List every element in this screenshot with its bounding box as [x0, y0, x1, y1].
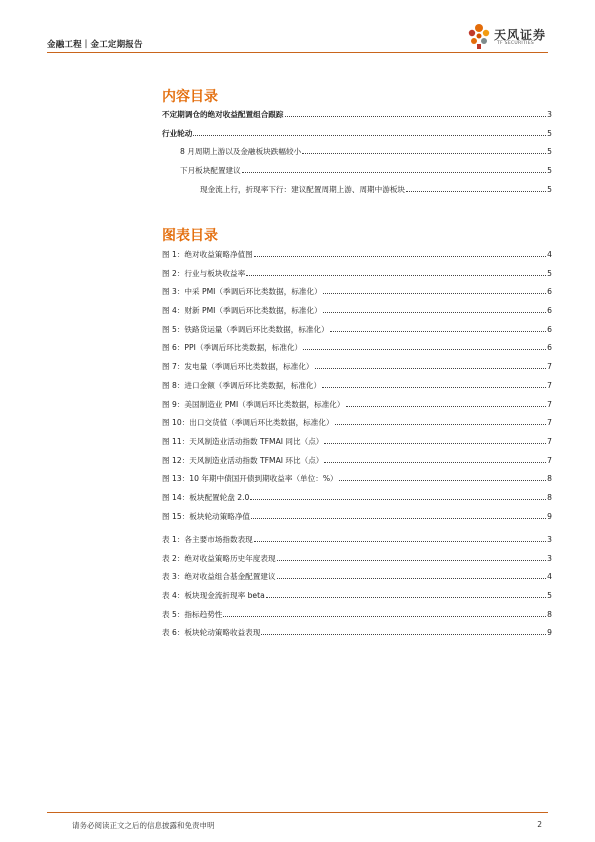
figure-entry[interactable] — [162, 286, 552, 305]
figure-entry-page: 8 — [547, 492, 552, 502]
contents-entry-page: 3 — [547, 110, 552, 119]
tables-list — [162, 534, 552, 646]
dot-leader — [335, 424, 547, 425]
figure-entry[interactable] — [162, 399, 552, 418]
dot-leader — [242, 172, 546, 173]
figures-title: 图表目录 — [162, 228, 218, 244]
figure-entry-page: 7 — [547, 418, 552, 428]
table-entry[interactable] — [162, 627, 552, 646]
table-entry-page: 3 — [547, 553, 552, 563]
figure-entry[interactable] — [162, 268, 552, 287]
table-entry[interactable] — [162, 553, 552, 572]
dot-leader — [315, 368, 547, 369]
figure-entry-page: 7 — [547, 436, 552, 446]
dot-leader — [223, 616, 546, 617]
figure-entry-title: 图 14：板块配置轮盘 2.0 — [162, 492, 250, 502]
figure-entry[interactable] — [162, 342, 552, 361]
table-entry-page: 4 — [547, 572, 552, 582]
table-entry-title: 表 2：绝对收益策略历史年度表现 — [162, 553, 276, 563]
figures-list — [162, 249, 552, 529]
figure-entry-title: 图 4：财新 PMI（季调后环比类数据，标准化） — [162, 306, 322, 316]
figure-entry-title: 图 8：进口金额（季调后环比类数据，标准化） — [162, 380, 322, 390]
figure-entry[interactable] — [162, 492, 552, 511]
dot-leader — [246, 275, 546, 276]
logo-text-cn: 天风证券 — [494, 28, 547, 42]
figure-entry-title: 图 6：PPI（季调后环比类数据，标准化） — [162, 343, 303, 353]
contents-entry[interactable] — [162, 146, 552, 165]
figure-entry-page: 5 — [547, 268, 552, 278]
header-rule — [47, 52, 548, 53]
dot-leader — [330, 331, 546, 332]
table-entry-page: 5 — [547, 591, 552, 601]
figure-entry[interactable] — [162, 417, 552, 436]
figure-entry-title: 图 3：中采 PMI（季调后环比类数据，标准化） — [162, 287, 322, 297]
contents-entry-page: 5 — [547, 128, 552, 138]
figure-entry-title: 图 15：板块轮动策略净值 — [162, 511, 251, 521]
table-entry-title: 表 1：各主要市场指数表现 — [162, 535, 253, 544]
table-entry[interactable] — [162, 590, 552, 609]
table-entry-title: 表 5：指标趋势性 — [162, 609, 223, 619]
figure-entry[interactable] — [162, 436, 552, 455]
figure-entry-page: 9 — [547, 511, 552, 521]
figure-entry-page: 7 — [547, 455, 552, 465]
figure-entry-page: 6 — [547, 287, 552, 297]
dot-leader — [303, 349, 546, 350]
figure-entry-title: 图 12：天风制造业活动指数 TFMAI 环比（点） — [162, 455, 324, 465]
table-entry-title: 表 3：绝对收益组合基金配置建议 — [162, 572, 276, 582]
figure-entry[interactable] — [162, 249, 552, 268]
figure-entry-page: 8 — [547, 474, 552, 484]
contents-entry[interactable] — [162, 128, 552, 147]
figure-entry-page: 6 — [547, 324, 552, 334]
table-entry[interactable] — [162, 609, 552, 628]
contents-entry-title: 行业轮动 — [162, 128, 193, 138]
figure-entry-title: 图 11：天风制造业活动指数 TFMAI 同比（点） — [162, 436, 324, 446]
contents-entry-title: 下月板块配置建议 — [180, 166, 241, 176]
figure-entry-title: 图 7：发电量（季调后环比类数据，标准化） — [162, 362, 314, 372]
logo-text-en: TF SECURITIES — [497, 41, 535, 46]
dot-leader — [254, 256, 546, 257]
figure-entry[interactable] — [162, 455, 552, 474]
table-entry-title: 表 4：板块现金流折现率 beta — [162, 591, 265, 601]
figure-entry-title: 图 5：铁路货运量（季调后环比类数据，标准化） — [162, 324, 329, 334]
dot-leader — [266, 597, 546, 598]
contents-entry-page: 5 — [547, 147, 552, 157]
table-entry-page: 3 — [547, 535, 552, 544]
figure-entry[interactable] — [162, 511, 552, 530]
footer-rule — [47, 812, 548, 813]
figure-entry-title: 图 1：绝对收益策略净值图 — [162, 250, 253, 259]
table-entry-page: 8 — [547, 609, 552, 619]
figure-entry[interactable] — [162, 473, 552, 492]
contents-entry-title: 8 月周期上游以及金融板块跌幅较小 — [180, 147, 302, 157]
dot-leader — [302, 153, 546, 154]
contents-title: 内容目录 — [162, 89, 218, 105]
dot-leader — [193, 135, 546, 136]
dot-leader — [323, 293, 546, 294]
dot-leader — [324, 443, 546, 444]
contents-entry[interactable] — [162, 165, 552, 184]
dot-leader — [285, 116, 547, 117]
contents-entry-title: 现金流上行，折现率下行：建议配置周期上游、周期中游板块 — [200, 184, 406, 194]
footer-disclaimer: 请务必阅读正文之后的信息披露和免责申明 — [72, 821, 215, 830]
dot-leader — [322, 387, 546, 388]
figure-entry-title: 图 13：10 年期中债国开债到期收益率（单位：%） — [162, 474, 338, 484]
dot-leader — [406, 191, 546, 192]
figure-entry[interactable] — [162, 361, 552, 380]
contents-list — [162, 109, 552, 202]
figure-entry-title: 图 10：出口交货值（季调后环比类数据，标准化） — [162, 418, 334, 428]
report-category: 金融工程｜金工定期报告 — [47, 40, 143, 50]
figure-entry[interactable] — [162, 324, 552, 343]
figure-entry-page: 7 — [547, 380, 552, 390]
company-logo — [466, 22, 556, 50]
dot-leader — [250, 499, 546, 500]
contents-entry-page: 5 — [547, 184, 552, 194]
contents-entry[interactable] — [162, 109, 552, 128]
figure-entry-page: 6 — [547, 343, 552, 353]
contents-entry-page: 5 — [547, 166, 552, 176]
table-entry-page: 9 — [547, 628, 552, 638]
figure-entry-title: 图 2：行业与板块收益率 — [162, 268, 246, 278]
figure-entry-title: 图 9：美国制造业 PMI（季调后环比类数据，标准化） — [162, 399, 345, 409]
dot-leader — [323, 312, 546, 313]
dot-leader — [346, 406, 547, 407]
dot-leader — [324, 462, 546, 463]
figure-entry-page: 7 — [547, 362, 552, 372]
tf-logo-icon — [466, 22, 492, 50]
dot-leader — [277, 560, 547, 561]
dot-leader — [277, 578, 547, 579]
dot-leader — [339, 480, 547, 481]
dot-leader — [261, 634, 546, 635]
figure-entry[interactable] — [162, 380, 552, 399]
figure-entry-page: 6 — [547, 306, 552, 316]
page-number: 2 — [537, 820, 542, 829]
figure-entry[interactable] — [162, 305, 552, 324]
contents-entry-title: 不定期调仓的绝对收益配置组合跟踪 — [162, 110, 284, 119]
figure-entry-page: 7 — [547, 399, 552, 409]
figure-entry-page: 4 — [547, 250, 552, 259]
table-entry[interactable] — [162, 571, 552, 590]
table-entry[interactable] — [162, 534, 552, 553]
contents-entry[interactable] — [162, 184, 552, 203]
table-entry-title: 表 6：板块轮动策略收益表现 — [162, 628, 261, 638]
dot-leader — [251, 518, 546, 519]
dot-leader — [254, 541, 546, 542]
